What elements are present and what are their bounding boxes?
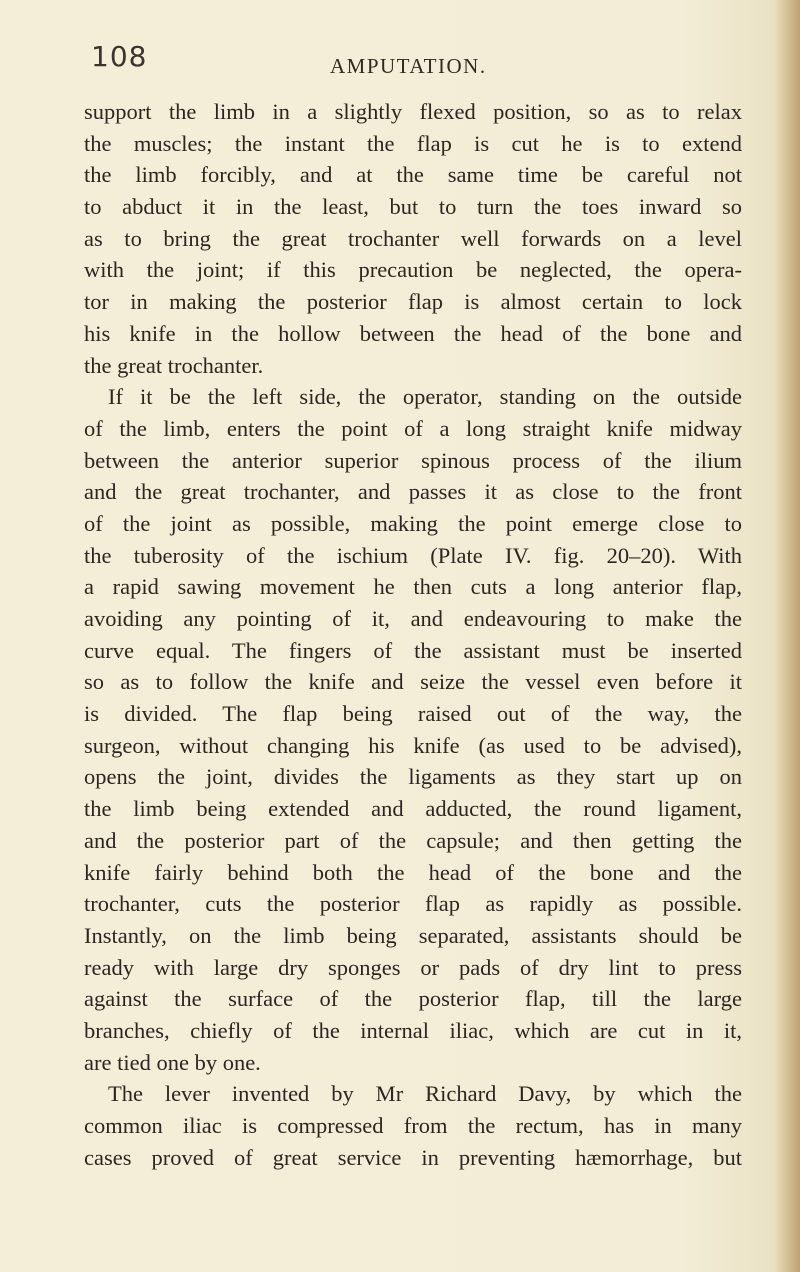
text-line: the great trochanter.	[84, 352, 264, 378]
text-line: of the joint as possible, making the point emerge close to	[84, 510, 742, 536]
text-line: support the limb in a slightly flexed position, so as to relax	[84, 99, 742, 124]
text-line: so as to follow the knife and seize the vessel even before it	[84, 669, 742, 695]
text-line: the muscles; the instant the flap is cut he is to extend	[84, 130, 742, 156]
text-line: of the limb, enters the point of a long straight knife midway	[84, 415, 742, 441]
text-line: tor in making the posterior flap is almost certain to lock	[84, 289, 742, 315]
text-line: knife fairly behind both the head of the bone and the	[84, 859, 742, 885]
text-line: avoiding any pointing of it, and endeavouring to make the	[84, 606, 742, 631]
page-header	[0, 40, 800, 80]
text-line: as to bring the great trochanter well forwards on a level	[84, 225, 742, 251]
text-line: is divided. The flap being raised out of the way, the	[84, 701, 742, 727]
text-line: between the anterior superior spinous process of the ilium	[84, 447, 742, 473]
text-line: and the posterior part of the capsule; and then getting the	[84, 827, 742, 853]
text-line: Instantly, on the limb being separated, assistants should be	[84, 922, 742, 948]
running-head: AMPUTATION.	[330, 54, 487, 78]
text-line: The lever invented by Mr Richard Davy, by which the	[108, 1081, 742, 1107]
text-line: with the joint; if this precaution be neglected, the opera-	[84, 257, 742, 283]
body-text	[84, 96, 742, 1173]
text-line: and the great trochanter, and passes it as close to the front	[84, 479, 742, 505]
page-number: 108	[91, 40, 148, 73]
text-line: If it be the left side, the operator, standing on the outside	[108, 384, 742, 410]
text-line: to abduct it in the least, but to turn the toes inward so	[84, 194, 742, 220]
page-edge	[774, 0, 800, 1272]
text-line: are tied one by one.	[84, 1049, 261, 1075]
text-line: against the surface of the posterior flap, till the large	[84, 986, 742, 1012]
text-line: opens the joint, divides the ligaments as they start up on	[84, 764, 742, 790]
text-line: branches, chiefly of the internal iliac, which are cut in it,	[84, 1017, 742, 1043]
text-line: ready with large dry sponges or pads of dry lint to press	[84, 954, 742, 980]
text-line: trochanter, cuts the posterior flap as rapidly as possible.	[84, 891, 742, 917]
text-line: the limb being extended and adducted, the round ligament,	[84, 796, 742, 822]
text-line: a rapid sawing movement he then cuts a long anterior flap,	[84, 574, 742, 600]
text-line: common iliac is compressed from the rectum, has in many	[84, 1113, 742, 1138]
text-line: surgeon, without changing his knife (as used to be advised),	[84, 732, 742, 758]
text-line: his knife in the hollow between the head of the bone and	[84, 320, 742, 346]
text-line: curve equal. The fingers of the assistant must be inserted	[84, 637, 742, 663]
text-line: the tuberosity of the ischium (Plate IV. fig. 20–20). With	[84, 542, 742, 568]
text-line: the limb forcibly, and at the same time be careful not	[84, 162, 742, 188]
text-line: cases proved of great service in preventing hæmorrhage, but	[84, 1144, 742, 1170]
